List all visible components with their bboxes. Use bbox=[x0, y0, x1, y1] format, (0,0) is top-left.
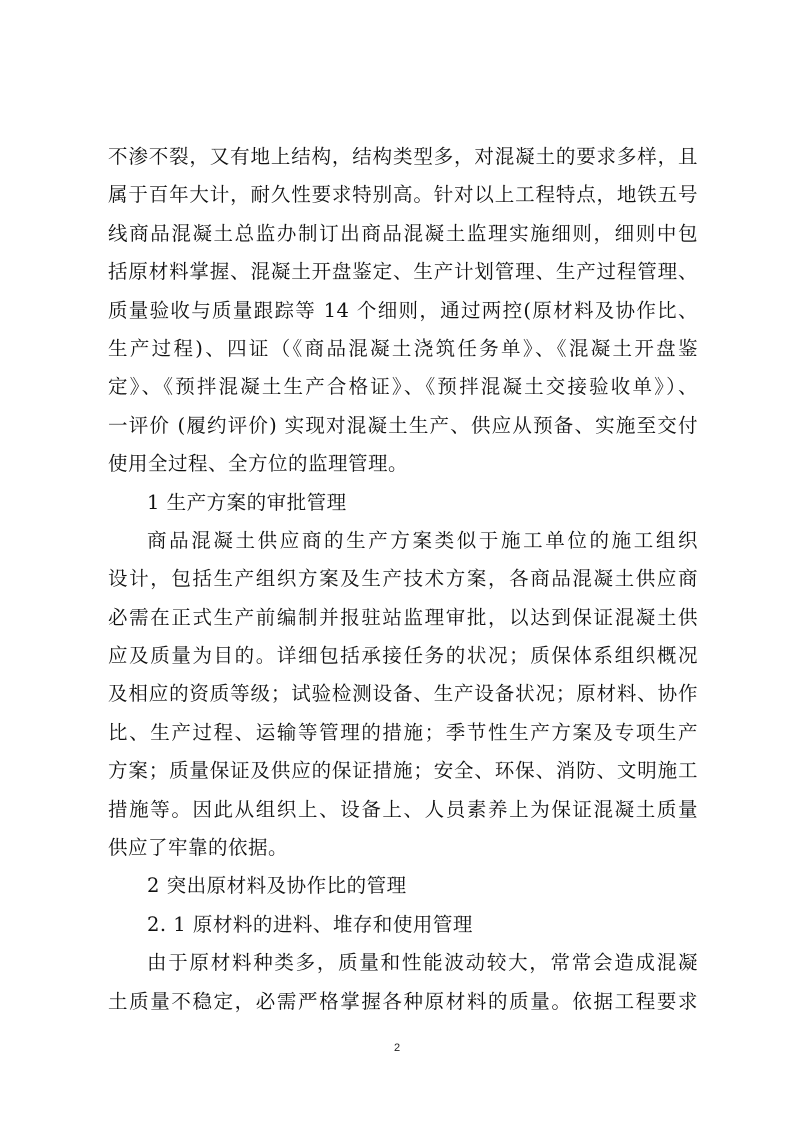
text-line: 定》、《预拌混凝土生产合格证》、《预拌混凝土交接验收单》）、 bbox=[108, 375, 698, 399]
section-heading: 2 突出原材料及协作比的管理 bbox=[147, 874, 407, 898]
text-line: 由于原材料种类多，质量和性能波动较大，常常会造成混凝 bbox=[147, 951, 698, 975]
text-line: 及相应的资质等级；试验检测设备、生产设备状况；原材料、协作 bbox=[108, 682, 698, 706]
text-line: 生产过程)、四证（《商品混凝土浇筑任务单》、《混凝土开盘鉴 bbox=[108, 336, 698, 360]
text-line: 线商品混凝土总监办制订出商品混凝土监理实施细则，细则中包 bbox=[108, 221, 698, 245]
text-line: 商品混凝土供应商的生产方案类似于施工单位的施工组织 bbox=[147, 528, 698, 552]
body-text bbox=[108, 138, 698, 1021]
text-line: 措施等。因此从组织上、设备上、人员素养上为保证混凝土质量 bbox=[108, 797, 698, 821]
text-line: 不渗不裂，又有地上结构，结构类型多，对混凝土的要求多样，且 bbox=[108, 145, 698, 168]
text-line: 必需在正式生产前编制并报驻站监理审批，以达到保证混凝土供 bbox=[108, 605, 698, 629]
text-line: 应及质量为目的。详细包括承接任务的状况；质保体系组织概况 bbox=[108, 644, 698, 668]
text-line: 方案；质量保证及供应的保证措施；安全、环保、消防、文明施工 bbox=[108, 759, 698, 783]
text-line: 质量验收与质量跟踪等 14 个细则，通过两控(原材料及协作比、 bbox=[108, 298, 698, 322]
text-line: 比、生产过程、运输等管理的措施；季节性生产方案及专项生产 bbox=[108, 720, 698, 744]
text-line: 使用全过程、全方位的监理管理。 bbox=[108, 452, 409, 476]
subsection-heading: 2. 1 原材料的进料、堆存和使用管理 bbox=[147, 912, 473, 936]
text-line: 供应了牢靠的依据。 bbox=[108, 836, 289, 860]
text-line: 属于百年大计，耐久性要求特别高。针对以上工程特点，地铁五号 bbox=[108, 183, 698, 207]
page-number: 2 bbox=[393, 1042, 401, 1054]
text-line: 土质量不稳定，必需严格掌握各种原材料的质量。依据工程要求 bbox=[108, 989, 698, 1013]
section-heading: 1 生产方案的审批管理 bbox=[147, 490, 347, 514]
text-line: 一评价 (履约评价) 实现对混凝土生产、供应从预备、实施至交付 bbox=[108, 413, 698, 437]
text-line: 括原材料掌握、混凝土开盘鉴定、生产计划管理、生产过程管理、 bbox=[108, 260, 698, 284]
text-line: 设计，包括生产组织方案及生产技术方案，各商品混凝土供应商 bbox=[108, 567, 698, 591]
